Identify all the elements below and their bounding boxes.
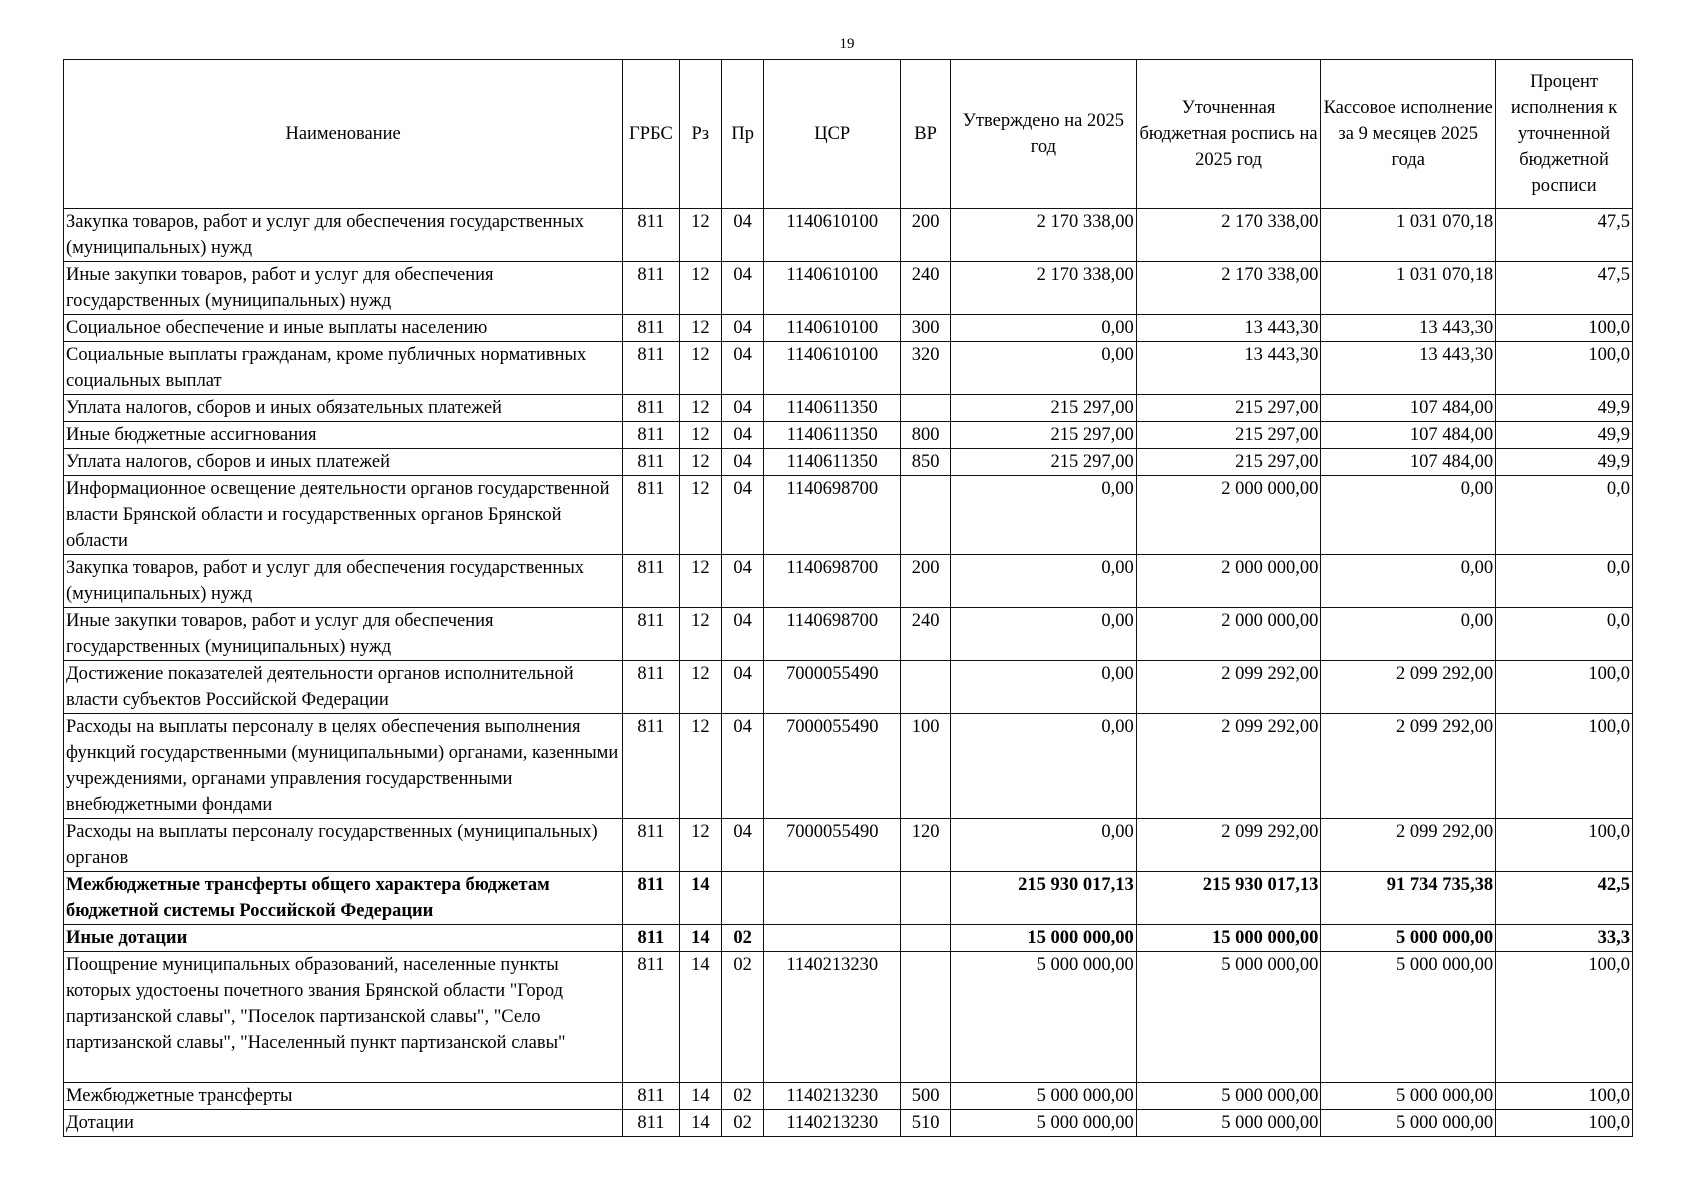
cell-cash: 5 000 000,00: [1321, 952, 1496, 1083]
cell-cash: 5 000 000,00: [1321, 1110, 1496, 1137]
cell-cash: 0,00: [1321, 555, 1496, 608]
cell-vr: [901, 925, 951, 952]
cell-percent: 100,0: [1496, 342, 1633, 395]
cell-rz: 12: [679, 608, 721, 661]
cell-name: Дотации: [64, 1110, 623, 1137]
cell-name: Расходы на выплаты персоналу в целях обеспечения выполнения функций государственными (муниципальными) органами, казенными учреждениями, органами управления государственными внебюджетными фондами: [64, 714, 623, 819]
cell-approved: 5 000 000,00: [951, 1083, 1137, 1110]
cell-refined: 2 000 000,00: [1136, 555, 1321, 608]
cell-refined: 2 099 292,00: [1136, 819, 1321, 872]
cell-refined: 215 297,00: [1136, 422, 1321, 449]
cell-grbs: 811: [623, 925, 679, 952]
cell-percent: 49,9: [1496, 449, 1633, 476]
cell-grbs: 811: [623, 449, 679, 476]
cell-percent: 49,9: [1496, 422, 1633, 449]
cell-refined: 2 000 000,00: [1136, 476, 1321, 555]
cell-percent: 100,0: [1496, 714, 1633, 819]
cell-name: Достижение показателей деятельности органов исполнительной власти субъектов Российской Федерации: [64, 661, 623, 714]
cell-approved: 0,00: [951, 661, 1137, 714]
cell-rz: 12: [679, 714, 721, 819]
header-refined: Уточненная бюджетная роспись на 2025 год: [1136, 60, 1321, 209]
cell-rz: 12: [679, 422, 721, 449]
cell-approved: 215 297,00: [951, 449, 1137, 476]
cell-vr: [901, 476, 951, 555]
cell-csr: 1140698700: [764, 476, 901, 555]
cell-pr: 04: [721, 422, 763, 449]
cell-pr: 04: [721, 661, 763, 714]
cell-cash: 2 099 292,00: [1321, 661, 1496, 714]
cell-vr: 100: [901, 714, 951, 819]
cell-name: Иные закупки товаров, работ и услуг для обеспечения государственных (муниципальных) нужд: [64, 262, 623, 315]
cell-rz: 14: [679, 1083, 721, 1110]
cell-percent: 100,0: [1496, 1110, 1633, 1137]
cell-percent: 100,0: [1496, 1083, 1633, 1110]
cell-rz: 12: [679, 819, 721, 872]
cell-vr: [901, 661, 951, 714]
cell-grbs: 811: [623, 872, 679, 925]
cell-cash: 1 031 070,18: [1321, 262, 1496, 315]
cell-percent: 0,0: [1496, 476, 1633, 555]
cell-csr: 1140213230: [764, 1110, 901, 1137]
cell-rz: 14: [679, 952, 721, 1083]
cell-grbs: 811: [623, 819, 679, 872]
cell-refined: 5 000 000,00: [1136, 1110, 1321, 1137]
cell-vr: 300: [901, 315, 951, 342]
cell-name: Закупка товаров, работ и услуг для обеспечения государственных (муниципальных) нужд: [64, 209, 623, 262]
cell-vr: 500: [901, 1083, 951, 1110]
table-row: [64, 262, 1633, 315]
cell-csr: [764, 872, 901, 925]
cell-name: Иные закупки товаров, работ и услуг для обеспечения государственных (муниципальных) нужд: [64, 608, 623, 661]
cell-rz: 14: [679, 925, 721, 952]
cell-csr: 1140213230: [764, 1083, 901, 1110]
table-row: [64, 819, 1633, 872]
cell-csr: 1140611350: [764, 422, 901, 449]
table-row: [64, 476, 1633, 555]
cell-grbs: 811: [623, 209, 679, 262]
cell-vr: 510: [901, 1110, 951, 1137]
cell-percent: 0,0: [1496, 608, 1633, 661]
cell-refined: 2 000 000,00: [1136, 608, 1321, 661]
header-pr: Пр: [721, 60, 763, 209]
cell-percent: 47,5: [1496, 262, 1633, 315]
cell-approved: 2 170 338,00: [951, 262, 1137, 315]
cell-pr: 04: [721, 819, 763, 872]
cell-rz: 12: [679, 342, 721, 395]
cell-name: Уплата налогов, сборов и иных платежей: [64, 449, 623, 476]
cell-grbs: 811: [623, 395, 679, 422]
cell-vr: [901, 395, 951, 422]
cell-vr: 320: [901, 342, 951, 395]
cell-pr: 02: [721, 925, 763, 952]
cell-grbs: 811: [623, 714, 679, 819]
cell-vr: 850: [901, 449, 951, 476]
cell-refined: 215 297,00: [1136, 395, 1321, 422]
cell-name: Иные дотации: [64, 925, 623, 952]
cell-pr: 04: [721, 555, 763, 608]
cell-cash: 2 099 292,00: [1321, 714, 1496, 819]
cell-cash: 107 484,00: [1321, 395, 1496, 422]
cell-grbs: 811: [623, 555, 679, 608]
table-row: [64, 661, 1633, 714]
cell-vr: [901, 872, 951, 925]
cell-percent: 0,0: [1496, 555, 1633, 608]
header-approved: Утверждено на 2025 год: [951, 60, 1137, 209]
cell-csr: 7000055490: [764, 714, 901, 819]
cell-grbs: 811: [623, 952, 679, 1083]
cell-pr: 04: [721, 262, 763, 315]
cell-cash: 107 484,00: [1321, 422, 1496, 449]
cell-cash: 13 443,30: [1321, 342, 1496, 395]
cell-cash: 91 734 735,38: [1321, 872, 1496, 925]
table-row: [64, 342, 1633, 395]
cell-csr: 1140610100: [764, 209, 901, 262]
cell-grbs: 811: [623, 262, 679, 315]
cell-vr: 240: [901, 608, 951, 661]
table-row: [64, 449, 1633, 476]
cell-csr: 1140611350: [764, 395, 901, 422]
cell-vr: 200: [901, 209, 951, 262]
header-vr: ВР: [901, 60, 951, 209]
cell-csr: 1140213230: [764, 952, 901, 1083]
table-row: [64, 925, 1633, 952]
budget-table: [63, 59, 1633, 1137]
cell-cash: 1 031 070,18: [1321, 209, 1496, 262]
cell-csr: 1140611350: [764, 449, 901, 476]
table-row: [64, 555, 1633, 608]
page-number: 19: [839, 36, 855, 52]
cell-pr: 04: [721, 342, 763, 395]
table-row: [64, 608, 1633, 661]
header-row: [64, 60, 1633, 209]
cell-cash: 5 000 000,00: [1321, 925, 1496, 952]
cell-approved: 0,00: [951, 714, 1137, 819]
cell-grbs: 811: [623, 342, 679, 395]
table-body: [64, 209, 1633, 1137]
cell-csr: 1140610100: [764, 342, 901, 395]
cell-refined: 13 443,30: [1136, 342, 1321, 395]
header-csr: ЦСР: [764, 60, 901, 209]
cell-csr: 1140610100: [764, 315, 901, 342]
cell-pr: 02: [721, 952, 763, 1083]
cell-approved: 0,00: [951, 555, 1137, 608]
cell-csr: 1140698700: [764, 555, 901, 608]
cell-grbs: 811: [623, 422, 679, 449]
cell-approved: 215 297,00: [951, 395, 1137, 422]
cell-rz: 12: [679, 555, 721, 608]
table-row: [64, 714, 1633, 819]
header-rz: Рз: [679, 60, 721, 209]
cell-grbs: 811: [623, 476, 679, 555]
cell-refined: 13 443,30: [1136, 315, 1321, 342]
cell-percent: 33,3: [1496, 925, 1633, 952]
header-percent: Процент исполнения к уточненной бюджетной росписи: [1496, 60, 1633, 209]
cell-name: Социальные выплаты гражданам, кроме публичных нормативных социальных выплат: [64, 342, 623, 395]
cell-cash: 107 484,00: [1321, 449, 1496, 476]
cell-refined: 2 170 338,00: [1136, 209, 1321, 262]
cell-name: Межбюджетные трансферты общего характера бюджетам бюджетной системы Российской Федерации: [64, 872, 623, 925]
table-row: [64, 422, 1633, 449]
cell-approved: 0,00: [951, 476, 1137, 555]
cell-vr: 240: [901, 262, 951, 315]
cell-grbs: 811: [623, 1083, 679, 1110]
cell-refined: 2 099 292,00: [1136, 661, 1321, 714]
cell-cash: 2 099 292,00: [1321, 819, 1496, 872]
cell-grbs: 811: [623, 661, 679, 714]
cell-vr: 120: [901, 819, 951, 872]
cell-pr: 02: [721, 1083, 763, 1110]
cell-csr: 7000055490: [764, 819, 901, 872]
cell-approved: 5 000 000,00: [951, 1110, 1137, 1137]
cell-pr: 04: [721, 476, 763, 555]
cell-rz: 12: [679, 476, 721, 555]
cell-rz: 12: [679, 262, 721, 315]
cell-approved: 2 170 338,00: [951, 209, 1137, 262]
cell-rz: 12: [679, 209, 721, 262]
cell-refined: 215 930 017,13: [1136, 872, 1321, 925]
cell-vr: 200: [901, 555, 951, 608]
table-row: [64, 315, 1633, 342]
cell-percent: 100,0: [1496, 661, 1633, 714]
cell-csr: 7000055490: [764, 661, 901, 714]
cell-approved: 0,00: [951, 819, 1137, 872]
table-row: [64, 1110, 1633, 1137]
cell-rz: 12: [679, 449, 721, 476]
header-cash: Кассовое исполнение за 9 месяцев 2025 года: [1321, 60, 1496, 209]
cell-percent: 42,5: [1496, 872, 1633, 925]
cell-refined: 5 000 000,00: [1136, 952, 1321, 1083]
cell-percent: 100,0: [1496, 315, 1633, 342]
table-row: [64, 952, 1633, 1083]
cell-vr: [901, 952, 951, 1083]
cell-name: Уплата налогов, сборов и иных обязательных платежей: [64, 395, 623, 422]
header-name: Наименование: [64, 60, 623, 209]
cell-grbs: 811: [623, 315, 679, 342]
cell-grbs: 811: [623, 608, 679, 661]
cell-rz: 12: [679, 395, 721, 422]
cell-pr: 04: [721, 714, 763, 819]
cell-approved: 0,00: [951, 342, 1137, 395]
cell-name: Социальное обеспечение и иные выплаты населению: [64, 315, 623, 342]
table-row: [64, 1083, 1633, 1110]
cell-rz: 14: [679, 872, 721, 925]
cell-name: Закупка товаров, работ и услуг для обеспечения государственных (муниципальных) нужд: [64, 555, 623, 608]
cell-rz: 14: [679, 1110, 721, 1137]
cell-pr: 04: [721, 209, 763, 262]
cell-percent: 100,0: [1496, 952, 1633, 1083]
table-row: [64, 872, 1633, 925]
cell-cash: 0,00: [1321, 608, 1496, 661]
cell-pr: [721, 872, 763, 925]
cell-approved: 0,00: [951, 608, 1137, 661]
cell-approved: 0,00: [951, 315, 1137, 342]
cell-name: Информационное освещение деятельности органов государственной власти Брянской области и государственных органов Брянской области: [64, 476, 623, 555]
cell-vr: 800: [901, 422, 951, 449]
cell-pr: 04: [721, 449, 763, 476]
cell-refined: 215 297,00: [1136, 449, 1321, 476]
cell-percent: 47,5: [1496, 209, 1633, 262]
cell-pr: 02: [721, 1110, 763, 1137]
cell-csr: [764, 925, 901, 952]
cell-cash: 5 000 000,00: [1321, 1083, 1496, 1110]
cell-pr: 04: [721, 315, 763, 342]
cell-approved: 5 000 000,00: [951, 952, 1137, 1083]
cell-approved: 215 930 017,13: [951, 872, 1137, 925]
cell-cash: 0,00: [1321, 476, 1496, 555]
cell-csr: 1140610100: [764, 262, 901, 315]
cell-grbs: 811: [623, 1110, 679, 1137]
header-grbs: ГРБС: [623, 60, 679, 209]
cell-name: Межбюджетные трансферты: [64, 1083, 623, 1110]
cell-rz: 12: [679, 315, 721, 342]
cell-percent: 100,0: [1496, 819, 1633, 872]
cell-pr: 04: [721, 395, 763, 422]
cell-cash: 13 443,30: [1321, 315, 1496, 342]
cell-name: Расходы на выплаты персоналу государственных (муниципальных) органов: [64, 819, 623, 872]
cell-csr: 1140698700: [764, 608, 901, 661]
cell-approved: 15 000 000,00: [951, 925, 1137, 952]
cell-refined: 2 170 338,00: [1136, 262, 1321, 315]
cell-percent: 49,9: [1496, 395, 1633, 422]
cell-refined: 5 000 000,00: [1136, 1083, 1321, 1110]
cell-refined: 2 099 292,00: [1136, 714, 1321, 819]
table-row: [64, 395, 1633, 422]
cell-pr: 04: [721, 608, 763, 661]
cell-name: Иные бюджетные ассигнования: [64, 422, 623, 449]
table-row: [64, 209, 1633, 262]
cell-refined: 15 000 000,00: [1136, 925, 1321, 952]
cell-rz: 12: [679, 661, 721, 714]
cell-approved: 215 297,00: [951, 422, 1137, 449]
cell-name: Поощрение муниципальных образований, населенные пункты которых удостоены почетного звания Брянской области "Город партизанской славы", "Поселок партизанской славы", "Село партизанской славы", "Населенный пункт партизанской славы": [64, 952, 623, 1083]
